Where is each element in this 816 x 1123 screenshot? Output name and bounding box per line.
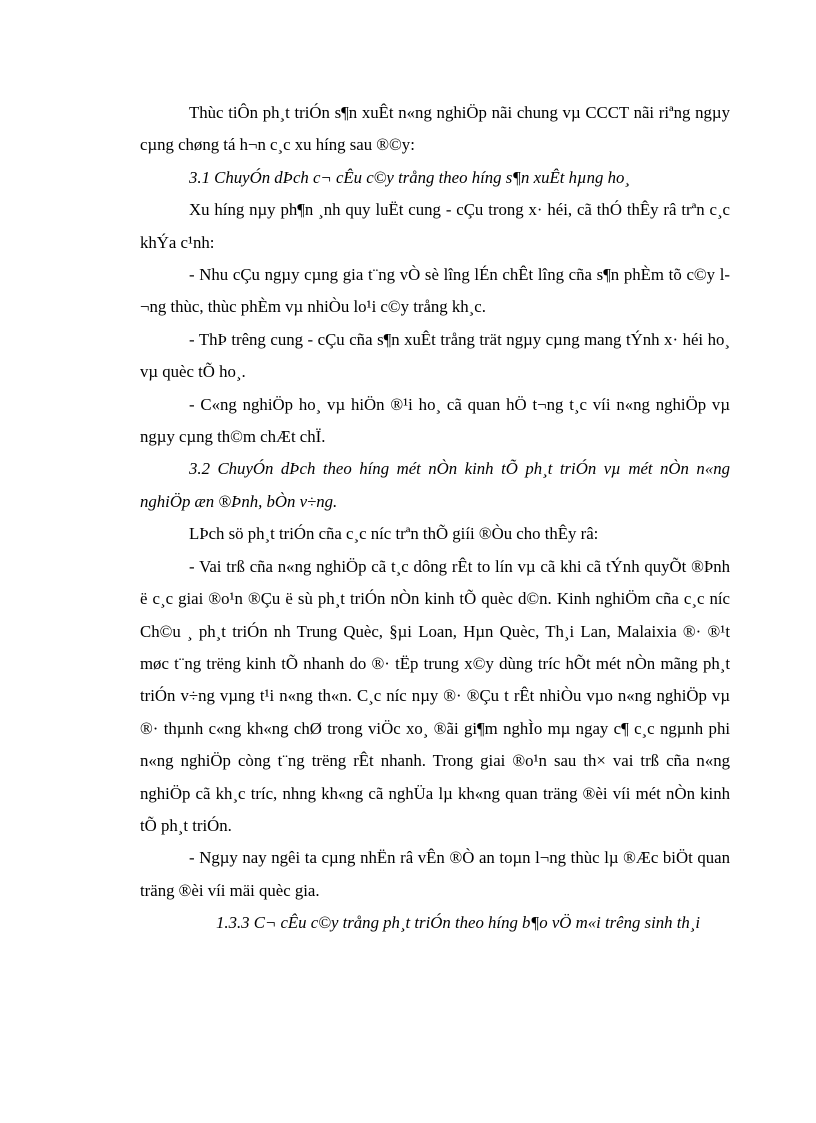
bullet-market-socialization: - ThÞ trêng cung - cÇu cña s¶n xuÊt trång trät ngµy cµng mang tÝnh x· héi ho¸ vµ quèc tÕ ho¸.: [140, 329, 730, 382]
bullet-role-agriculture: - Vai trß cña n«ng nghiÖp cã t¸c dông rÊt to lín vµ cã khi cã tÝnh quyÕt ®Þnh ë c¸c giai ®o¹n ®Çu ë sù ph¸t triÓn nÒn kinh tÕ quèc d©n. Kinh nghiÖm cña c¸c níc Ch©u ¸ ph¸t triÓn nh Trung Quèc, §µi Loan, Hµn Quèc, Th¸i Lan, Malaixia ®· ®¹t møc t¨ng trëng kinh tÕ nhanh do ®· tËp trung x©y dùng tríc hÕt mét nÒn mãng ph¸t triÓn v÷ng vµng t¹i n«ng th«n. C¸c níc nµy ®· ®Çu t rÊt nhiÒu vµo n«ng nghiÖp vµ ®· thµnh c«ng kh«ng chØ trong viÖc xo¸ ®ãi gi¶m nghÌo mµ ngay c¶ c¸c ngµnh phi n«ng nghiÖp còng t¨ng trëng rÊt nhanh. Trong giai ®o¹n sau th× vai trß cña n«ng nghiÖp cã kh¸c tríc, nhng kh«ng cã nghÜa lµ kh«ng quan träng ®èi víi mét nÒn kinh tÕ ph¸t triÓn.: [140, 556, 730, 835]
bullet-demand-growth: - Nhu cÇu ngµy cµng gia t¨ng vÒ sè lîng lÉn chÊt lîng cña s¶n phÈm tõ c©y l¬ng thùc, thùc phÈm vµ nhiÒu lo¹i c©y trång kh¸c.: [140, 265, 730, 317]
paragraph-history: LÞch sö ph¸t triÓn cña c¸c níc trªn thÕ giíi ®Òu cho thÊy râ:: [189, 524, 599, 544]
bullet-food-security: - Ngµy nay ngêi ta cµng nhËn râ vÊn ®Ò an toµn l¬ng thùc lµ ®Æc biÖt quan träng ®èi víi mäi quèc gia.: [140, 848, 730, 900]
bullet-industrialization: - C«ng nghiÖp ho¸ vµ hiÖn ®¹i ho¸ cã quan hÖ t¬ng t¸c víi n«ng nghiÖp vµ ngµy cµng th©m chÆt chÏ.: [140, 394, 730, 447]
section-heading-3-2: 3.2 ChuyÓn dÞch theo híng mét nÒn kinh tÕ ph¸t triÓn vµ mét nÒn n«ng nghiÖp æn ®Þnh, bÒn v÷ng.: [140, 459, 730, 511]
section-heading-1-3-3: 1.3.3 C¬ cÊu c©y trång ph¸t triÓn theo híng b¶o vÖ m«i trêng sinh th¸i: [216, 913, 701, 933]
paragraph-trend-supply-demand: Xu híng nµy ph¶n ¸nh quy luËt cung - cÇu trong x· héi, cã thÓ thÊy râ trªn c¸c khÝa c¹nh:: [140, 200, 730, 252]
paragraph-intro: Thùc tiÔn ph¸t triÓn s¶n xuÊt n«ng nghiÖp nãi chung vµ CCCT nãi riªng ngµy cµng chøng tá h¬n c¸c xu híng sau ®©y:: [140, 103, 730, 155]
section-heading-3-1: 3.1 ChuyÓn dÞch c¬ cÊu c©y trång theo híng s¶n xuÊt hµng ho¸: [189, 167, 630, 187]
document-body: [140, 97, 730, 940]
